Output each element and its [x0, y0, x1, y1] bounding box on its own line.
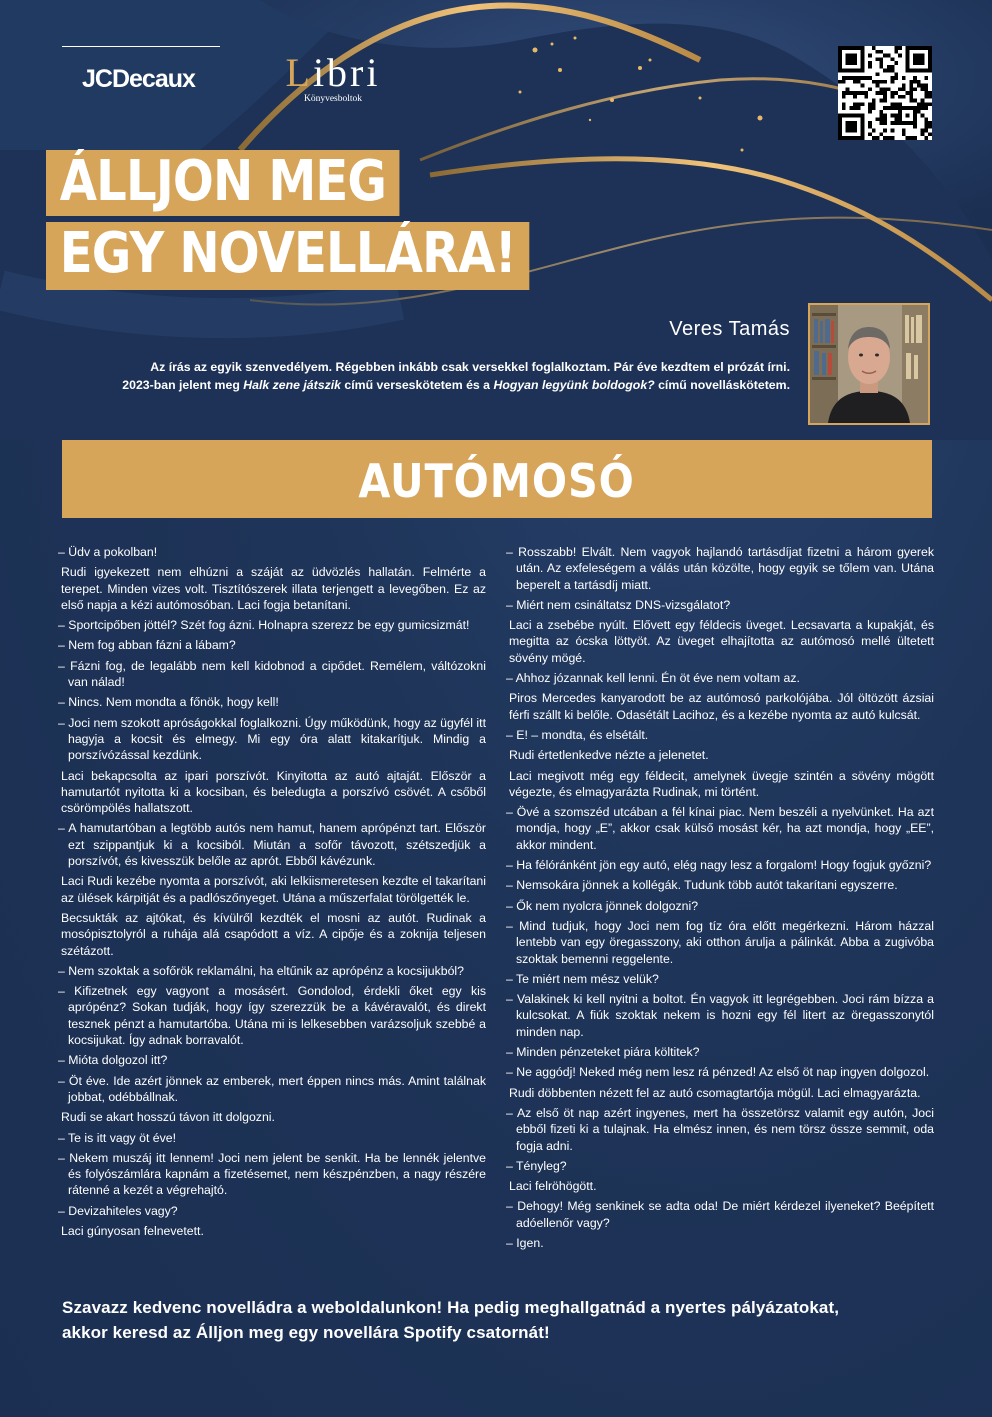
story-paragraph: – Rosszabb! Elvált. Nem vagyok hajlandó tartásdíjat fizetni a három gyerek után. Az exfeleségem a válás után közölte, hogy egyik se tőlem van. Utána beperelt a tartásdíj miatt. — [506, 545, 934, 592]
story-paragraph: – Fázni fog, de legalább nem kell kidobnod a cipődet. Remélem, váltózokni van nálad! — [58, 658, 486, 690]
story-paragraph: – Igen. — [506, 1235, 544, 1250]
author-portrait — [808, 303, 930, 425]
story-paragraph: Becsukták az ajtókat, és kívülről kezdték el mosni az autót. Rudinak a mosópisztolyról a ruhája alá csapódott a víz. A cipője és a zoknija teljesen szétázott. — [61, 910, 486, 958]
hero-background — [0, 0, 992, 440]
story-paragraph: Laci Rudi kezébe nyomta a porszívót, aki lelkiismeretesen kezdte el takarítani az ülések kárpitját és a padlószőnyeget. Utána a műszerfalat törölgették le. — [61, 874, 486, 905]
author-bio — [30, 358, 790, 394]
story-paragraph: – Kifizetnek egy vagyont a mosásért. Gondolod, érdekli őket egy kis aprópénz? Sokan tudják, hogy így szerezzük be a kávéravalót, és direkt tesznek pénzt a hamutartóba. Utána mi is lelkesebben varázsoljuk szebbé a kocsijukat. Így adnak borravalót. — [58, 984, 486, 1048]
story-paragraph: – Tényleg? — [506, 1158, 567, 1173]
jcdecaux-logo-text: JCDecaux — [82, 65, 195, 93]
story-paragraph: – Öt éve. Ide azért jönnek az emberek, mert éppen nincs más. Amint találnak jobbat, odébbállnak. — [58, 1073, 486, 1104]
story-paragraph: – Üdv a pokolban! — [58, 545, 158, 559]
author-bio-line-1: Az írás az egyik szenvedélyem. Régebben inkább csak versekkel foglalkoztam. Pár éve kezdtem el prózát írni. — [150, 360, 790, 374]
libri-logo-name: Libri — [285, 50, 381, 95]
story-paragraph: – Az első öt nap azért ingyenes, mert ha összetörsz valamit egy autón, Joci ebből fizeti ki a tulajnak. Ha elmész innen, és nem törsz össze semmit, oda fogja adni. — [506, 1105, 934, 1153]
libri-logo — [278, 50, 388, 104]
story-paragraph: – Te is itt vagy öt éve! — [58, 1130, 177, 1145]
story-column-right — [506, 544, 934, 1255]
story-paragraph: – E! – mondta, és elsétált. — [506, 727, 649, 742]
story-paragraph: – Mind tudjuk, hogy Joci nem fog tíz óra előtt megérkezni. Három házzal lentebb van egy öregasszony, aki otthon árulja a pálinkát. Abba a zugivóba szoktak bemenni reggelente. — [506, 918, 934, 966]
libri-logo-subtitle: Könyvesboltok — [303, 94, 363, 104]
story-paragraph: – Nincs. Nem mondta a főnök, hogy kell! — [58, 695, 279, 710]
story-paragraph: – Nem fog abban fázni a lábam? — [58, 638, 236, 653]
story-paragraph: – Nem szoktak a sofőrök reklamálni, ha eltűnik az aprópénz a kocsijukból? — [58, 963, 465, 978]
story-paragraph: – Joci nem szokott apróságokkal foglalkozni. Úgy működünk, hogy az ügyfél itt hagyja a kocsit és elmegy. Mi egy óra alatt kitakarítjuk. Mindig a porszívózással kezdünk. — [58, 715, 486, 763]
jcdecaux-logo — [62, 46, 220, 95]
footer-call-to-action — [62, 1295, 932, 1345]
story-paragraph: – Sportcipőben jöttél? Szét fog ázni. Holnapra szerezz be egy gumicsizmát! — [58, 618, 470, 633]
story-paragraph: – Övé a szomszéd utcában a fél kínai piac. Nem beszéli a nyelvünket. Ha azt mondja, hogy „E”, akkor csak külső mosást kér, ha azt mondja, hogy „EE”, akkor mindent. — [506, 805, 934, 852]
footer-line-2: akkor keresd az Álljon meg egy novellára Spotify csatornát! — [62, 1323, 550, 1342]
story-column-left — [58, 544, 486, 1243]
qr-code-icon[interactable] — [838, 46, 932, 140]
story-title-bar — [62, 440, 932, 518]
story-paragraph: – Mióta dolgozol itt? — [58, 1053, 168, 1068]
story-paragraph: – Valakinek ki kell nyitni a boltot. Én vagyok itt legrégebben. Joci rám bízza a kulcsokat. A fiúk szoktak nekem is hozni egy fél litert az öregasszonytól minden nap. — [506, 992, 934, 1039]
story-title: AUTÓMOSÓ — [358, 454, 636, 508]
story-paragraph: – Miért nem csináltatsz DNS-vizsgálatot? — [506, 597, 731, 612]
story-paragraph: Laci gúnyosan felnevetett. — [61, 1223, 204, 1238]
story-paragraph: – Devizahiteles vagy? — [58, 1203, 178, 1218]
story-paragraph: Rudi döbbenten nézett fel az autó csomagtartója mögül. Laci elmagyarázta. — [509, 1085, 921, 1100]
story-paragraph: Rudi értetlenkedve nézte a jelenetet. — [509, 748, 709, 763]
book-title-1: Halk zene játszik — [243, 378, 341, 392]
story-paragraph: Piros Mercedes kanyarodott be az autómosó parkolójába. Jól öltözött ázsiai férfi szállt ki belőle. Odasétált Lacihoz, és a kezébe nyomta az autó kulcsát. — [509, 691, 934, 722]
story-paragraph: – Minden pénzeteket piára költitek? — [506, 1045, 700, 1060]
headline-line-1: ÁLLJON MEG — [46, 150, 400, 216]
story-paragraph: Laci a zsebébe nyúlt. Elővett egy féldecis üveget. Lecsavarta a kupakját, és megitta az ócska löttyöt. Az üveget elhajította az autómosó mellé ültetett sövény mögé. — [509, 618, 934, 665]
story-paragraph: – Te miért nem mész velük? — [506, 971, 659, 986]
author-name: Veres Tamás — [669, 318, 790, 340]
headline-line-2: EGY NOVELLÁRA! — [46, 222, 530, 290]
story-paragraph: Laci bekapcsolta az ipari porszívót. Kinyitotta az autó ajtaját. Először a hamutartót nyitotta ki a kocsiban, és beledugta a porszívó csövét. A csőből csörömpölés hallatszott. — [61, 768, 486, 816]
story-paragraph: Laci megivott még egy féldecit, amelynek üvegje szintén a sövény mögött végezte, és elmagyarázta Rudinak, mi történt. — [509, 768, 934, 799]
story-paragraph: – Nemsokára jönnek a kollégák. Tudunk több autót takarítani egyszerre. — [506, 878, 898, 893]
story-paragraph: Rudi igyekezett nem elhúzni a száját az üdvözlés hallatán. Felmérte a terepet. Minden vizes volt. Tisztítószerek illata terjengett a levegőben. Ez az első napja a kézi autómosóban. Laci fogja betanítani. — [61, 565, 486, 612]
story-paragraph: – Nekem muszáj itt lennem! Joci nem jelent be senkit. Ha be lennék jelentve és folyószámlára kapnám a fizetésemet, nem készpénzben, a nagy részére rátenné a kezét a végrehajtó. — [58, 1150, 486, 1198]
story-paragraph: – Dehogy! Még senkinek se adta oda! De miért kérdezel ilyeneket? Beépített adóellenőr vagy? — [506, 1199, 934, 1230]
book-title-2: Hogyan legyünk boldogok? — [493, 378, 655, 392]
footer-line-1: Szavazz kedvenc novelládra a weboldalunkon! Ha pedig meghallgatnád a nyertes pályázatokat, — [62, 1298, 840, 1317]
story-paragraph: – Ők nem nyolcra jönnek dolgozni? — [506, 898, 699, 913]
story-paragraph: – A hamutartóban a legtöbb autós nem hamut, hanem aprópénzt tart. Először ezt szippantjuk ki a kocsiból. Miután a sofőr távozott, szétszedjük a porszívót, és kivesszük belőle az aprót. Ebből kávézunk. — [58, 821, 486, 869]
story-paragraph: – Ne aggódj! Neked még nem lesz rá pénzed! Az első öt nap ingyen dolgozol. — [506, 1065, 930, 1080]
story-paragraph: – Ha félóránként jön egy autó, elég nagy lesz a forgalom! Hogy fogjuk győzni? — [506, 858, 932, 873]
author-bio-line-2: 2023-ban jelent meg Halk zene játszik című verseskötetem és a Hogyan legyünk boldogok? című novelláskötetem. — [122, 378, 790, 392]
story-paragraph: Laci felröhögött. — [509, 1179, 597, 1194]
story-paragraph: Rudi se akart hosszú távon itt dolgozni. — [61, 1110, 275, 1125]
story-paragraph: – Ahhoz józannak kell lenni. Én öt éve nem voltam az. — [506, 671, 800, 686]
